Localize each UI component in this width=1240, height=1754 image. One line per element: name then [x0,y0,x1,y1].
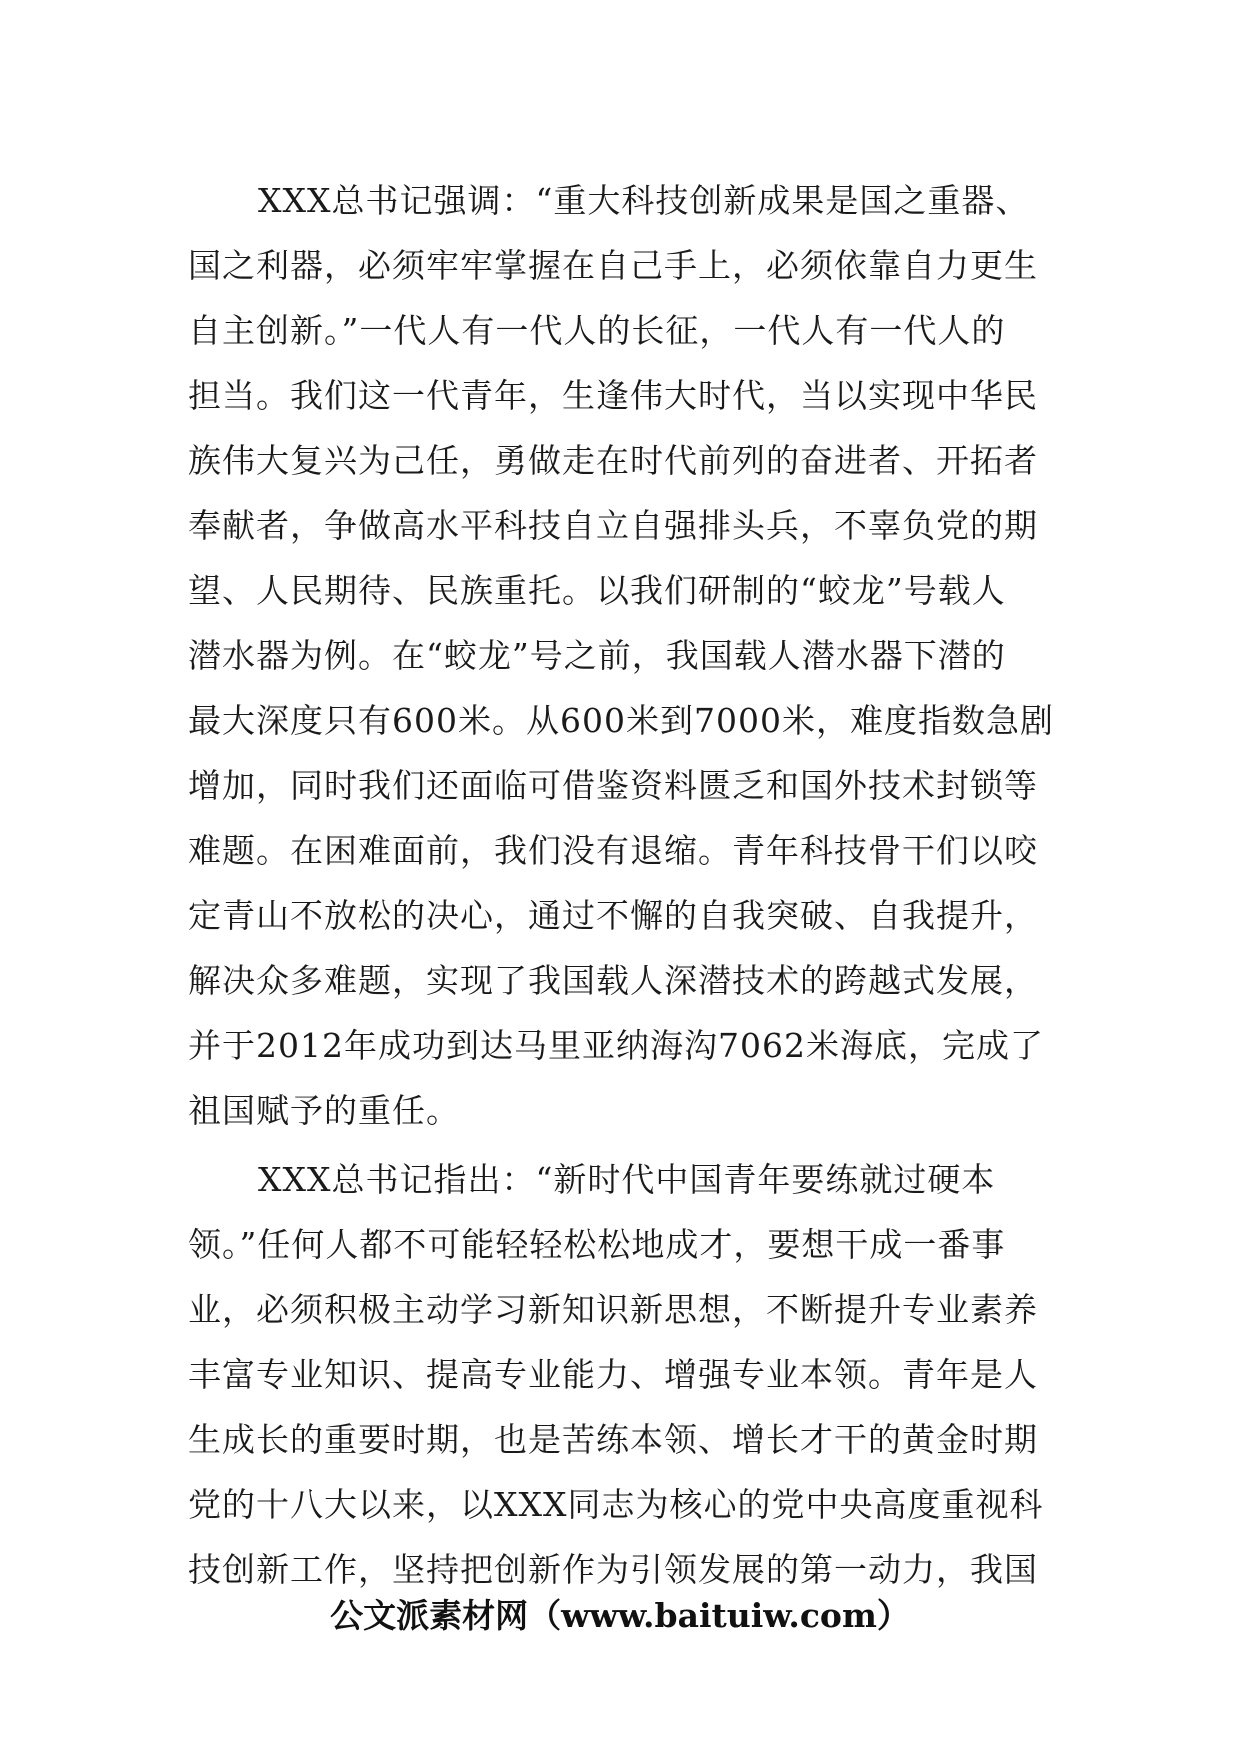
text-line: 定青山不放松的决心，通过不懈的自我突破、自我提升， [188,896,1038,935]
text-line: 担当。我们这一代青年，生逢伟大时代，当以实现中华民 [188,376,1038,415]
text-line: 党的十八大以来，以XXX同志为核心的党中央高度重视科 [188,1485,1044,1524]
text-line: 自主创新。”一代人有一代人的长征，一代人有一代人的 [188,311,1006,350]
text-line: 望、人民期待、民族重托。以我们研制的“蛟龙”号载人 [188,571,1006,610]
text-line: XXX总书记强调：“重大科技创新成果是国之重器、 [258,181,1030,220]
text-line: 业，必须积极主动学习新知识新思想，不断提升专业素养 [188,1290,1038,1329]
paragraph-2 [188,1147,1056,1602]
text-line: 难题。在困难面前，我们没有退缩。青年科技骨干们以咬 [188,831,1038,870]
text-line: 潜水器为例。在“蛟龙”号之前，我国载人潜水器下潜的 [188,636,1006,675]
text-line: 生成长的重要时期，也是苦练本领、增长才干的黄金时期 [188,1420,1038,1459]
document-body [188,168,1056,1602]
page-footer: 公文派素材网（www.baituiw.com） [330,1596,910,1635]
text-line: 领。”任何人都不可能轻轻松松地成才，要想干成一番事 [188,1225,1006,1264]
text-line: 技创新工作，坚持把创新作为引领发展的第一动力，我国 [188,1550,1038,1589]
text-line: 最大深度只有600米。从600米到7000米，难度指数急剧 [188,701,1054,740]
text-line: 族伟大复兴为己任，勇做走在时代前列的奋进者、开拓者 [188,441,1038,480]
text-line: 国之利器，必须牢牢掌握在自己手上，必须依靠自力更生 [188,246,1038,285]
text-line: 奉献者，争做高水平科技自立自强排头兵，不辜负党的期 [188,506,1038,545]
text-line: 丰富专业知识、提高专业能力、增强专业本领。青年是人 [188,1355,1038,1394]
paragraph-1 [188,168,1056,1143]
text-line: 增加，同时我们还面临可借鉴资料匮乏和国外技术封锁等 [188,766,1038,805]
text-line: 并于2012年成功到达马里亚纳海沟7062米海底，完成了 [188,1026,1044,1065]
text-line: 祖国赋予的重任。 [188,1091,460,1130]
text-line: 解决众多难题，实现了我国载人深潜技术的跨越式发展， [188,961,1038,1000]
text-line: XXX总书记指出：“新时代中国青年要练就过硬本 [258,1160,996,1199]
